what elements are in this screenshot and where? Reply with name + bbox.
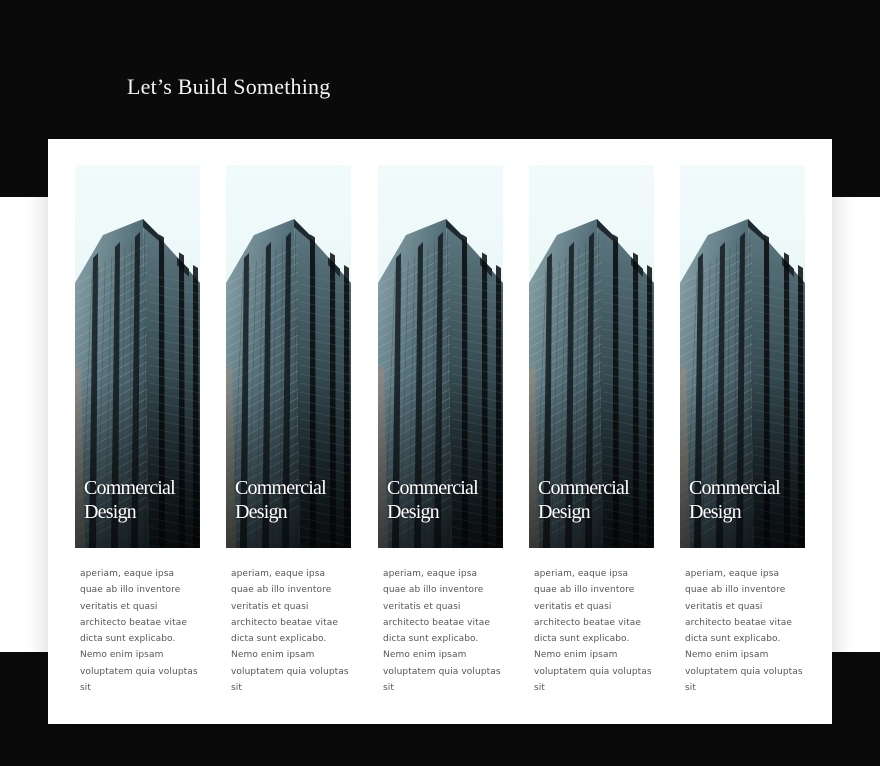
card-description: aperiam, eaque ipsa quae ab illo inventore veritatis et quasi architecto beatae vitae dicta sunt explicabo. Nemo enim ipsam voluptatem quia voluptas sit (534, 569, 652, 694)
card-title[interactable]: Commercial Design (235, 477, 326, 523)
card-title[interactable]: Commercial Design (84, 477, 175, 523)
project-card[interactable] (378, 165, 503, 696)
card-title[interactable]: Commercial Design (689, 477, 780, 523)
card-description: aperiam, eaque ipsa quae ab illo inventore veritatis et quasi architecto beatae vitae dicta sunt explicabo. Nemo enim ipsam voluptatem quia voluptas sit (383, 569, 501, 694)
card-title[interactable]: Commercial Design (538, 477, 629, 523)
cards-panel (48, 139, 832, 724)
card-description: aperiam, eaque ipsa quae ab illo inventore veritatis et quasi architecto beatae vitae dicta sunt explicabo. Nemo enim ipsam voluptatem quia voluptas sit (80, 569, 198, 694)
card-description: aperiam, eaque ipsa quae ab illo inventore veritatis et quasi architecto beatae vitae dicta sunt explicabo. Nemo enim ipsam voluptatem quia voluptas sit (685, 569, 803, 694)
section-heading: Let’s Build Something (127, 74, 331, 99)
project-card[interactable] (226, 165, 351, 696)
project-card[interactable] (529, 165, 654, 696)
card-title[interactable]: Commercial Design (387, 477, 478, 523)
card-description: aperiam, eaque ipsa quae ab illo inventore veritatis et quasi architecto beatae vitae dicta sunt explicabo. Nemo enim ipsam voluptatem quia voluptas sit (231, 569, 349, 694)
project-card[interactable] (680, 165, 805, 696)
project-card[interactable] (75, 165, 200, 696)
